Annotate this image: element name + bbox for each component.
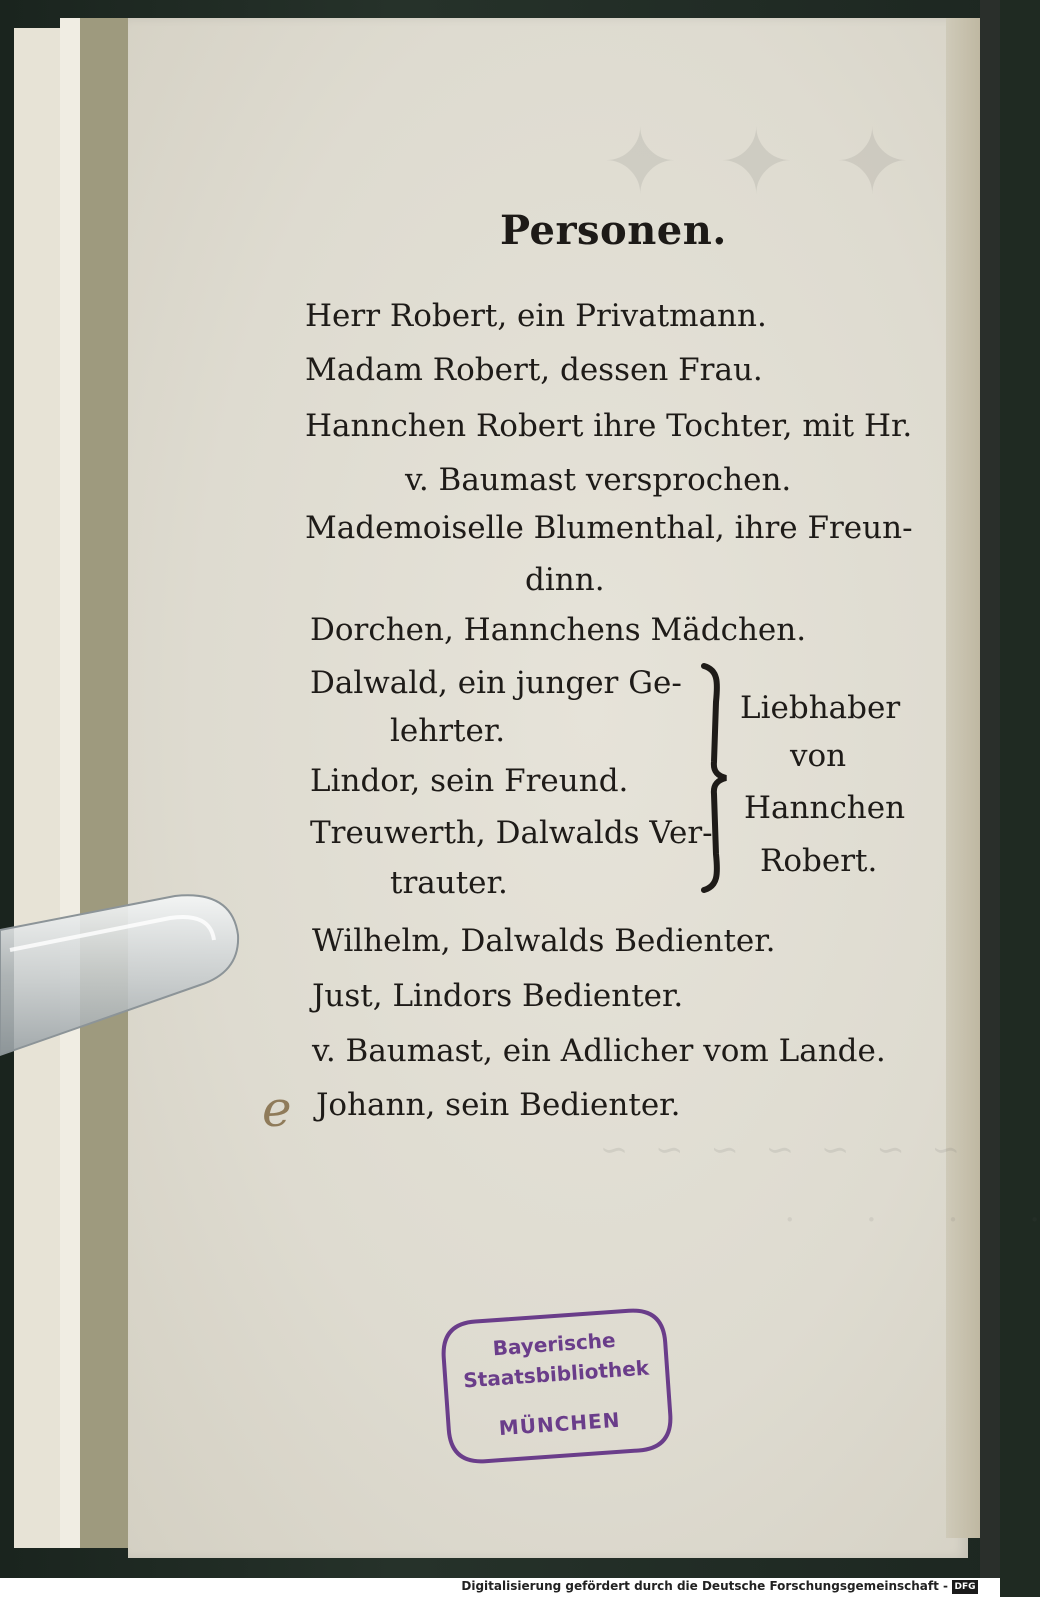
bleed-through-imprint: ∼ ∼ ∼ ∼ ∼ ∼ ∼: [591, 1130, 960, 1170]
stamp-line: MÜNCHEN: [498, 1407, 622, 1441]
cast-line: Treuwerth, Dalwalds Ver-: [310, 815, 713, 851]
cast-line: Mademoiselle Blumenthal, ihre Freun-: [305, 510, 913, 546]
cast-line-continuation: lehrter.: [390, 713, 506, 749]
cast-line-continuation: v. Baumast versprochen.: [405, 462, 792, 498]
bracket-label-line: Robert.: [760, 843, 878, 879]
cast-line: Hannchen Robert ihre Tochter, mit Hr.: [305, 408, 913, 444]
curly-brace-icon: [700, 662, 730, 894]
cast-line-continuation: dinn.: [525, 562, 605, 598]
bleed-through-year: · · · ·: [754, 1200, 1040, 1240]
cast-line: v. Baumast, ein Adlicher vom Lande.: [312, 1033, 886, 1069]
cast-line: Lindor, sein Freund.: [310, 763, 629, 799]
stamp-line: Staatsbibliothek: [462, 1355, 650, 1393]
page-clamp-icon: [0, 890, 245, 1060]
dfg-logo: DFG: [952, 1580, 978, 1594]
bracket-label-line: von: [790, 738, 847, 774]
page-fore-edge: [946, 18, 980, 1538]
cast-line: Just, Lindors Bedienter.: [312, 978, 684, 1014]
cast-line: Dalwald, ein junger Ge-: [310, 665, 682, 701]
page-title: Personen.: [500, 207, 727, 254]
cast-line: Johann, sein Bedienter.: [316, 1087, 681, 1123]
cast-line: Herr Robert, ein Privatmann.: [305, 298, 767, 334]
cast-line-continuation: trauter.: [390, 865, 508, 901]
scan-right-edge: [980, 0, 1000, 1597]
footer-credit: Digitalisierung gefördert durch die Deutsche Forschungsgemeinschaft -: [461, 1579, 948, 1593]
stamp-line: Bayerische: [491, 1327, 617, 1361]
bracket-label-line: Hannchen: [744, 790, 906, 826]
handwritten-margin-note: e: [262, 1080, 292, 1138]
cast-line: Wilhelm, Dalwalds Bedienter.: [312, 923, 776, 959]
cast-line: Madam Robert, dessen Frau.: [305, 352, 763, 388]
cast-line: Dorchen, Hannchens Mädchen.: [310, 612, 807, 648]
bleed-through-title: ✦ ✦ ✦: [596, 110, 910, 215]
library-stamp: [435, 1302, 679, 1470]
bracket-label-line: Liebhaber: [740, 690, 901, 726]
